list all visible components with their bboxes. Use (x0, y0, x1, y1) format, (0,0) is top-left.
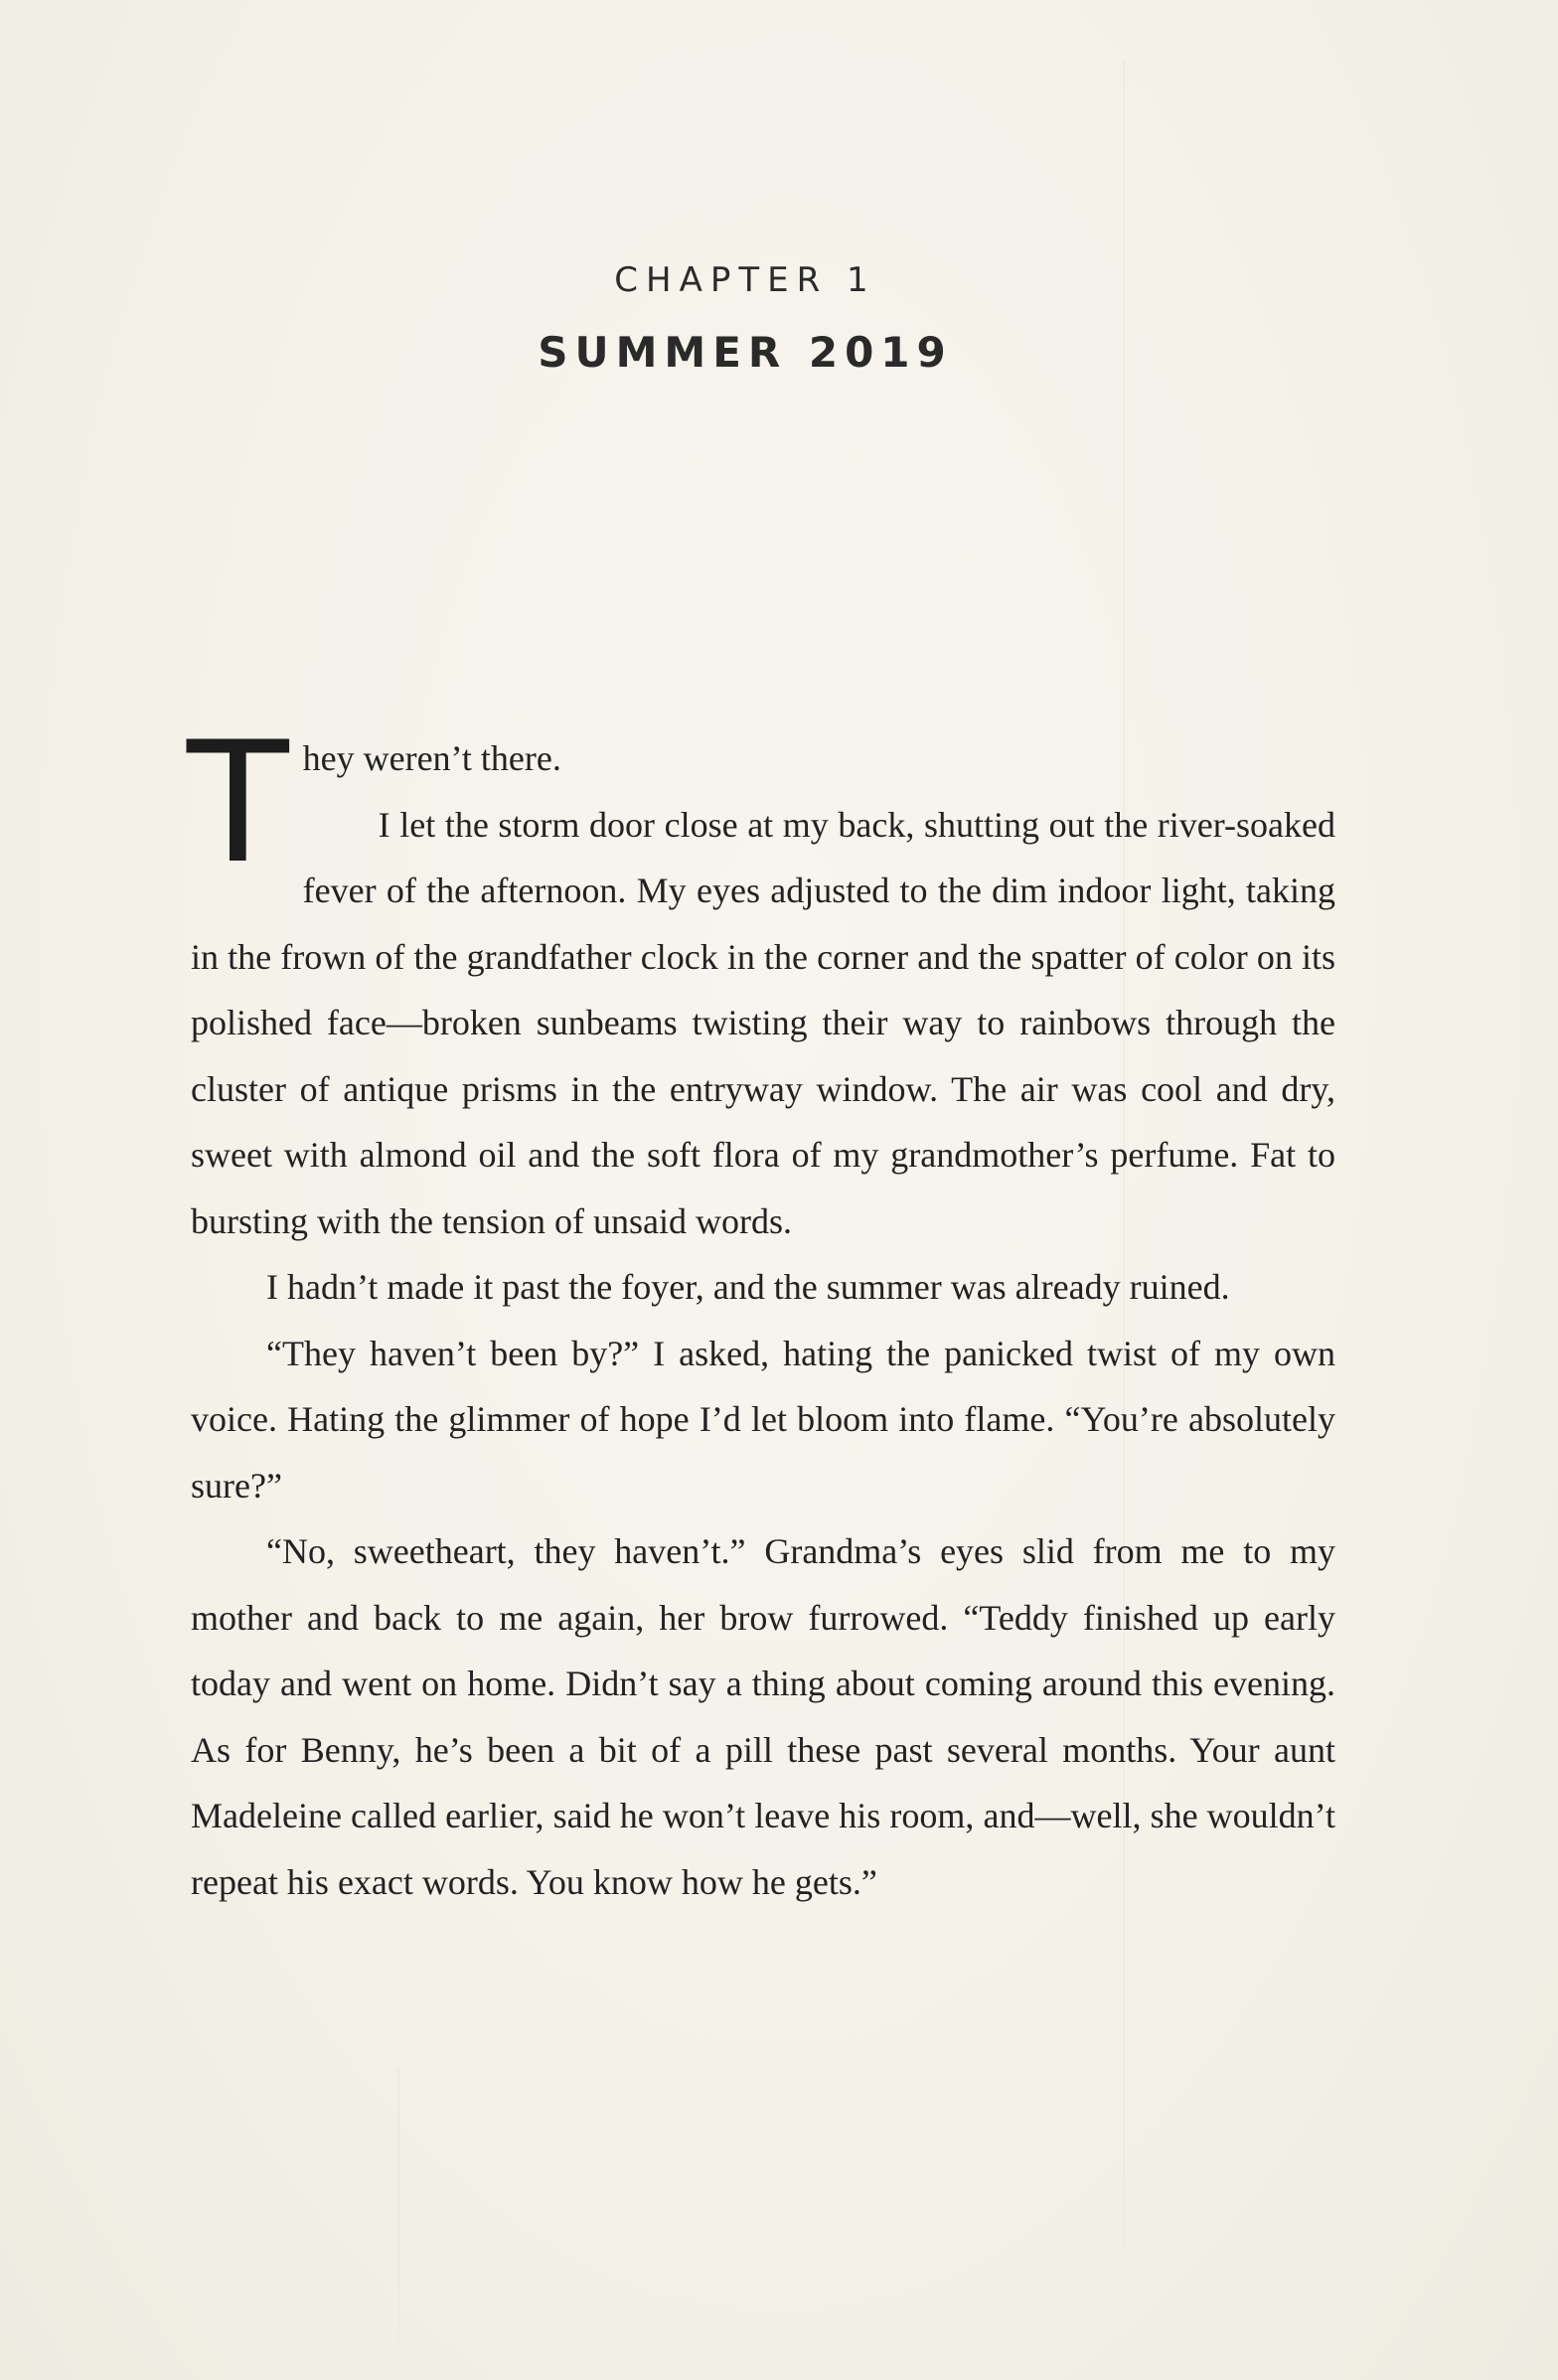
paragraph: “No, sweetheart, they haven’t.” Grandma’s eyes slid from me to my mother and back to me again, her brow furrowed. “Teddy finished up early today and went on home. Didn’t say a thing about coming around this evening. As for Benny, he’s been a bit of a pill these past several months. Your aunt Madeleine called earlier, said he won’t leave his room, and—well, she wouldn’t repeat his exact words. You know how he gets.” (191, 1531, 1335, 1902)
paragraph: I let the storm door close at my back, shutting out the river-soaked fever of the afternoon. My eyes adjusted to the dim indoor light, taking in the frown of the grandfather clock in the corner and the spatter of color on its polished face—broken sunbeams twisting their way to rainbows through the cluster of antique prisms in the entryway window. The air was cool and dry, sweet with almond oil and the soft flora of my grandmother’s perfume. Fat to bursting with the tension of unsaid words. (191, 804, 1335, 1241)
paper-texture (397, 2067, 399, 2345)
paragraph (187, 706, 1335, 900)
paragraph: “They haven’t been by?” I asked, hating the panicked twist of my own voice. Hating the glimmer of hope I’d let bloom into flame. “You’re absolutely sure?” (191, 1333, 1335, 1506)
drop-cap: T (187, 706, 289, 900)
paragraph-text: hey weren’t there. (302, 738, 561, 778)
paragraph: I hadn’t made it past the foyer, and the summer was already ruined. (266, 1267, 1230, 1307)
chapter-body (187, 706, 1335, 1915)
chapter-label: CHAPTER 1 (614, 260, 876, 300)
chapter-title: SUMMER 2019 (538, 328, 953, 377)
